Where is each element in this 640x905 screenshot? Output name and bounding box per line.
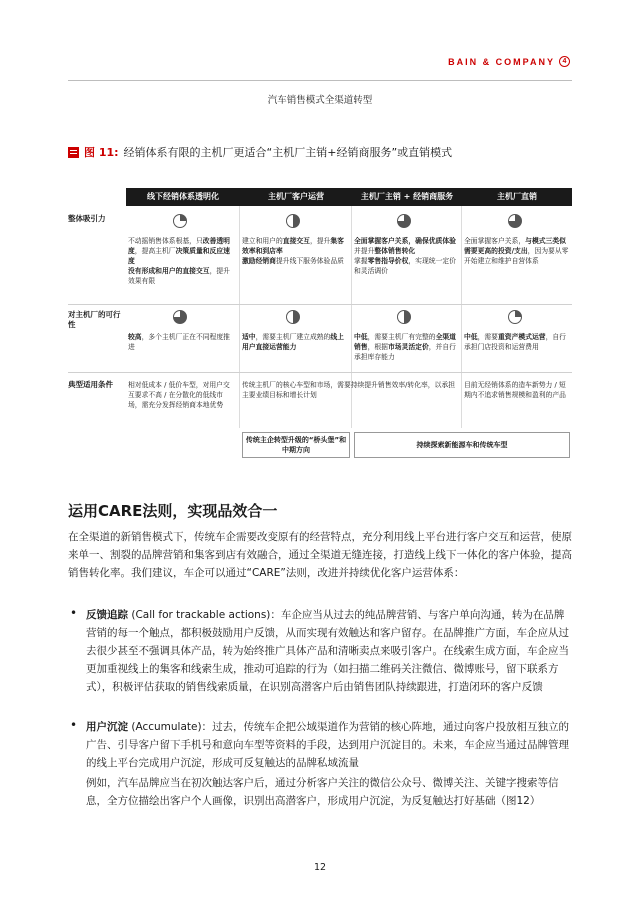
row-label-conditions: 典型适用条件 (68, 380, 113, 389)
example-paragraph: 例如，汽车品牌应当在初次触达客户后，通过分析客户关注的微信公众号、微博关注、关键字搜索等信息，全方位描绘出客户个人画像，识别出高潜客户，形成用户沉淀，为反复触达打好基础（图12） (86, 777, 559, 807)
section-heading: 运用CARE法则，实现品效合一 (68, 502, 278, 520)
col-header-3: 主机厂主销 + 经销商服务 (352, 188, 462, 206)
row-label-feasibility: 对主机厂的可行性 (68, 310, 121, 329)
row-label-attractiveness: 整体吸引力 (68, 214, 106, 223)
rating-quarter-icon (173, 214, 187, 228)
rating-half-icon (397, 310, 411, 324)
bullet-accumulate: 用户沉淀 (Accumulate)：过去，传统车企把公域渠道作为营销的核心阵地，通过向客户投放相互独立的广告、引导客户留下手机号和意向车型等资料的手段，达到用户沉淀目的。未来，车企应当通过品牌管理的线上平台完成用户沉淀，形成可反复触达的品牌私域流量 (86, 721, 570, 769)
figure-icon (68, 147, 79, 158)
row-divider (68, 372, 572, 373)
cell-r3c1: 相对低成本 / 低价车型，对用户交互要求不高 / 在分散化的低线市场，需充分发挥经销商本地优势 (128, 381, 230, 409)
col-header-1: 线下经销体系透明化 (126, 188, 240, 206)
page-number: 12 (313, 862, 327, 873)
cell-r1c4: 全面掌握客户关系，与模式三类似 需要更高的投资/支出，因为要从零开始建立和维护自营体系 (464, 237, 569, 265)
cell-r1c3: 全面掌握客户关系，确保优质体验并提升整体销售转化 掌握零售指导价权，实现统一定价和灵活调价 (354, 237, 456, 275)
page-subtitle: 汽车销售模式全渠道转型 (267, 95, 373, 106)
intro-paragraph: 在全渠道的新销售模式下，传统车企需要改变原有的经营特点，充分利用线上平台进行客户交互和运营，使原来单一、割裂的品牌营销和集客到店有效融合，通过全渠道无缝连接，打造线上线下一体化的客户体验，提高销售转化率。我们建议，车企可以通过“CARE”法则，改进并持续优化客户运营体系： (68, 531, 572, 579)
bullet-feedback: 反馈追踪 (Call for trackable actions)：车企应当从过去的纯品牌营销、与客户单向沟通，转为在品牌营销的每一个触点，都积极鼓励用户反馈，从而实现有效触达和客户留存。在品牌推广方面，车企应从过去很少甚至不强调具体产品，转为始终推广具体产品和清晰卖点来吸引客户。在线索生成方面，车企应当更加重视线上的集客和线索生成，推动可追踪的行为（如扫描二维码关注微信、微博账号，留下联系方式），积极评估获取的销售线索质量，在识别高潜客户后由销售团队持续跟进，打造闭环的客户反馈 (86, 609, 569, 693)
cell-r1c2: 建立和用户的直接交互，提升集客效率和到店率 激励经销商提升线下服务体验品质 (242, 237, 344, 265)
row-divider (68, 304, 572, 305)
rating-three-quarter-icon (173, 310, 187, 324)
figure-number: 图 11: (84, 146, 119, 159)
bullet-icon: • (70, 606, 78, 620)
cell-r3c2: 传统主机厂的核心车型和市场，需要持续提升销售效率/转化率，以承担主要业绩目标和增长计划 (242, 381, 455, 399)
figure-title-text: 经销体系有限的主机厂更适合“主机厂主销+经销商服务”或直销模式 (123, 146, 453, 159)
cell-r2c3: 中低，需要主机厂有完整的全渠道销售，根据市场灵活定价，并自行承担库存能力 (354, 333, 456, 361)
logo-circle-icon: 4 (559, 56, 570, 67)
cell-r3c4: 目前无经销体系的造车新势力 / 短期内不追求销售规模和盈利的产品 (464, 381, 566, 399)
header-divider (68, 80, 572, 81)
col-header-4: 主机厂直销 (462, 188, 572, 206)
strategy-box-explore: 持续探索新能源车和传统车型 (354, 432, 570, 458)
cell-r2c2: 适中，需要主机厂建立成熟的线上用户直接运营能力 (242, 333, 344, 351)
bullet-icon: • (70, 718, 78, 732)
figure-title (68, 144, 452, 160)
rating-three-quarter-icon (397, 214, 411, 228)
column-divider (461, 206, 462, 428)
rating-quarter-icon (508, 310, 522, 324)
rating-half-icon (286, 310, 300, 324)
cell-r2c1: 较高，多个主机厂正在不同程度推进 (128, 333, 230, 351)
rating-half-icon (286, 214, 300, 228)
bain-logo: BAIN & COMPANY 4 (448, 56, 570, 67)
column-divider (239, 206, 240, 428)
rating-three-quarter-icon (508, 214, 522, 228)
strategy-box-bridgehead: 传统主企转型升级的“桥头堡”和中期方向 (242, 432, 350, 458)
cell-r1c1: 不动摇销售体系根基，只改善透明度，提高主机厂决策质量和反应速度 没有形成和用户的直接交互，提升效果有限 (128, 237, 230, 285)
cell-r2c4: 中低，需要重资产模式运营，自行承担门店投资和运营费用 (464, 333, 566, 351)
col-header-2: 主机厂客户运营 (240, 188, 352, 206)
